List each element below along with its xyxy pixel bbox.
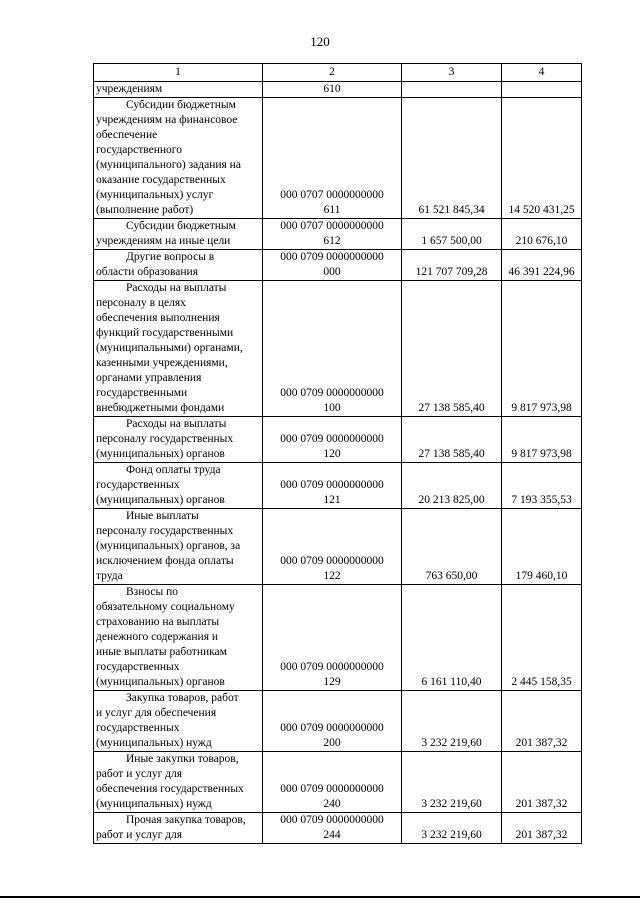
amount-col3-cell: 1 657 500,00	[402, 219, 502, 250]
row-name-line: персоналу в целях	[96, 297, 186, 309]
row-name-line: Расходы на выплаты	[126, 418, 227, 430]
code-line: 610	[323, 83, 341, 95]
row-name-cell	[94, 463, 263, 509]
row-name-line: (муниципальных) услуг	[96, 189, 214, 201]
row-name-line: обязательному социальному	[96, 601, 235, 613]
amount-col4-cell: 210 676,10	[502, 219, 582, 250]
column-header: 1	[94, 64, 263, 82]
row-name-line: обеспечения выполнения	[96, 312, 220, 324]
table-row	[94, 585, 582, 691]
row-name-line: казенными учреждениями,	[96, 357, 228, 369]
row-name-line: и услуг для обеспечения	[96, 707, 217, 719]
row-name-line: обеспечения государственных	[96, 783, 244, 795]
amount-col3-cell: 61 521 845,34	[402, 98, 502, 219]
row-name-line: оказание государственных	[96, 174, 226, 186]
amount-col3-cell: 3 232 219,60	[402, 691, 502, 752]
code-line: 200	[323, 737, 341, 749]
row-name-line: (муниципального) задания на	[96, 159, 241, 171]
amount-col4-cell: 7 193 355,53	[502, 463, 582, 509]
code-cell	[263, 82, 402, 98]
row-name-line: (муниципальных) органов	[96, 494, 225, 506]
row-name-line: (муниципальных) органов	[96, 448, 225, 460]
row-name-line: учреждениям на иные цели	[96, 235, 231, 247]
table-row	[94, 82, 582, 98]
row-name-cell	[94, 585, 263, 691]
code-cell	[263, 219, 402, 250]
table-row	[94, 752, 582, 813]
code-cell	[263, 813, 402, 844]
row-name-cell	[94, 752, 263, 813]
code-cell	[263, 691, 402, 752]
row-name-line: государственных	[96, 479, 180, 491]
row-name-line: Фонд оплаты труда	[126, 464, 221, 476]
code-line: 000 0709 0000000000	[280, 251, 384, 263]
code-line: 122	[323, 570, 341, 582]
row-name-line: Другие вопросы в	[126, 251, 215, 263]
amount-col3-cell: 763 650,00	[402, 509, 502, 585]
row-name-line: (муниципальных) органов, за	[96, 540, 241, 552]
code-cell	[263, 417, 402, 463]
amount-col3-cell: 3 232 219,60	[402, 752, 502, 813]
row-name-line: функций государственными	[96, 327, 234, 339]
code-cell	[263, 509, 402, 585]
row-name-line: Иные закупки товаров,	[126, 753, 239, 765]
table-row	[94, 463, 582, 509]
code-cell	[263, 98, 402, 219]
row-name-line: Взносы по	[126, 586, 179, 598]
code-cell	[263, 463, 402, 509]
table-row	[94, 98, 582, 219]
row-name-line: государственных	[96, 722, 180, 734]
code-line: 000 0709 0000000000	[280, 433, 384, 445]
amount-col4-cell: 2 445 158,35	[502, 585, 582, 691]
code-line: 000 0709 0000000000	[280, 387, 384, 399]
row-name-line: (выполнение работ)	[96, 204, 194, 216]
code-line: 000 0709 0000000000	[280, 722, 384, 734]
amount-col3-cell: 20 213 825,00	[402, 463, 502, 509]
table-row	[94, 509, 582, 585]
amount-col3-cell	[402, 82, 502, 98]
table-row	[94, 691, 582, 752]
row-name-cell	[94, 219, 263, 250]
page-number: 120	[310, 34, 330, 49]
row-name-line: иные выплаты работникам	[96, 646, 227, 658]
row-name-line: органами управления	[96, 372, 202, 384]
row-name-line: Иные выплаты	[126, 510, 199, 522]
row-name-line: работ и услуг для	[96, 768, 183, 780]
code-line: 000	[323, 266, 341, 278]
row-name-line: учреждениям на финансовое	[96, 114, 238, 126]
code-cell	[263, 281, 402, 417]
row-name-line: (муниципальных) органов	[96, 676, 225, 688]
table-row	[94, 250, 582, 281]
amount-col3-cell: 3 232 219,60	[402, 813, 502, 844]
row-name-line: (муниципальными) органами,	[96, 342, 243, 354]
row-name-line: Закупка товаров, работ	[126, 692, 239, 704]
row-name-cell	[94, 250, 263, 281]
amount-col4-cell: 14 520 431,25	[502, 98, 582, 219]
row-name-line: страхованию на выплаты	[96, 616, 220, 628]
code-line: 244	[323, 829, 341, 841]
code-line: 120	[323, 448, 341, 460]
amount-col4-cell: 46 391 224,96	[502, 250, 582, 281]
code-line: 000 0709 0000000000	[280, 479, 384, 491]
row-name-cell	[94, 98, 263, 219]
amount-col3-cell: 27 138 585,40	[402, 417, 502, 463]
code-cell	[263, 752, 402, 813]
row-name-line: персоналу государственных	[96, 433, 234, 445]
amount-col4-cell: 201 387,32	[502, 813, 582, 844]
row-name-line: исключением фонда оплаты	[96, 555, 234, 567]
footer-rule	[0, 896, 640, 898]
table-header-row	[94, 64, 582, 82]
amount-col3-cell: 121 707 709,28	[402, 250, 502, 281]
row-name-line: внебюджетными фондами	[96, 402, 225, 414]
code-cell	[263, 585, 402, 691]
table-row	[94, 417, 582, 463]
table-row	[94, 219, 582, 250]
column-header: 3	[402, 64, 502, 82]
row-name-line: Субсидии бюджетным	[126, 220, 236, 232]
row-name-line: государственных	[96, 661, 180, 673]
code-line: 000 0707 0000000000	[280, 220, 384, 232]
row-name-line: области образования	[96, 266, 198, 278]
row-name-line: труда	[96, 570, 123, 582]
row-name-line: денежного содержания и	[96, 631, 219, 643]
row-name-line: обеспечение	[96, 129, 158, 141]
table-row	[94, 281, 582, 417]
amount-col4-cell: 9 817 973,98	[502, 417, 582, 463]
code-line: 611	[323, 204, 341, 216]
row-name-line: Субсидии бюджетным	[126, 99, 236, 111]
row-name-cell	[94, 281, 263, 417]
amount-col4-cell: 201 387,32	[502, 691, 582, 752]
column-header: 4	[502, 64, 582, 82]
row-name-cell	[94, 509, 263, 585]
code-line: 000 0707 0000000000	[280, 189, 384, 201]
amount-col4-cell: 201 387,32	[502, 752, 582, 813]
row-name-line: (муниципальных) нужд	[96, 798, 212, 810]
row-name-line: персоналу государственных	[96, 525, 234, 537]
row-name-cell	[94, 417, 263, 463]
code-line: 000 0709 0000000000	[280, 783, 384, 795]
row-name-line: Расходы на выплаты	[126, 282, 227, 294]
code-line: 000 0709 0000000000	[280, 661, 384, 673]
code-line: 000 0709 0000000000	[280, 814, 384, 826]
row-name-cell	[94, 813, 263, 844]
budget-table	[93, 63, 582, 844]
amount-col3-cell: 6 161 110,40	[402, 585, 502, 691]
code-line: 100	[323, 402, 341, 414]
code-cell	[263, 250, 402, 281]
row-name-line: государственными	[96, 387, 188, 399]
amount-col4-cell: 9 817 973,98	[502, 281, 582, 417]
row-name-line: учреждениям	[96, 83, 163, 95]
row-name-line: Прочая закупка товаров,	[126, 814, 246, 826]
amount-col4-cell	[502, 82, 582, 98]
code-line: 000 0709 0000000000	[280, 555, 384, 567]
code-line: 612	[323, 235, 341, 247]
row-name-line: работ и услуг для	[96, 829, 183, 841]
row-name-cell	[94, 691, 263, 752]
code-line: 240	[323, 798, 341, 810]
column-header: 2	[263, 64, 402, 82]
code-line: 129	[323, 676, 341, 688]
row-name-line: (муниципальных) нужд	[96, 737, 212, 749]
amount-col4-cell: 179 460,10	[502, 509, 582, 585]
code-line: 121	[323, 494, 341, 506]
row-name-cell	[94, 82, 263, 98]
row-name-line: государственного	[96, 144, 182, 156]
amount-col3-cell: 27 138 585,40	[402, 281, 502, 417]
table-row	[94, 813, 582, 844]
